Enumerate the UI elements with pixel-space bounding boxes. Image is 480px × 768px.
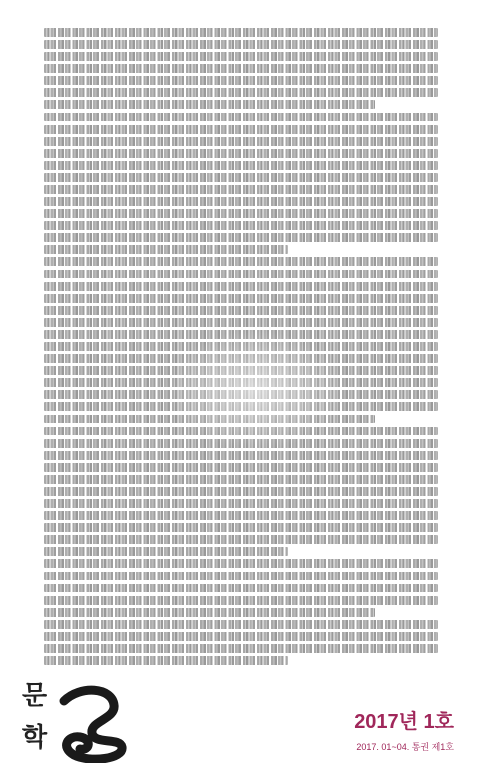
text-line (44, 161, 438, 170)
text-line (44, 632, 438, 641)
faded-region (165, 330, 345, 450)
text-line (44, 318, 438, 327)
text-line (44, 547, 288, 556)
text-line (44, 137, 438, 146)
text-line (44, 233, 438, 242)
text-line (44, 584, 438, 593)
text-line (44, 572, 438, 581)
text-line (44, 64, 438, 73)
text-line (44, 197, 438, 206)
issue-title: 2017년 1호 (354, 711, 454, 733)
text-line (44, 100, 375, 109)
text-line (44, 499, 438, 508)
text-line (44, 475, 438, 484)
text-line (44, 487, 438, 496)
text-line (44, 656, 288, 665)
text-line (44, 257, 438, 266)
text-line (44, 282, 438, 291)
logo-char-2: 학 (22, 723, 48, 753)
text-line (44, 523, 438, 532)
text-line (44, 125, 438, 134)
text-line (44, 209, 438, 218)
text-line (44, 113, 438, 122)
issue-date: 2017. 01~04. 통권 제1호 (356, 742, 454, 752)
text-line (44, 306, 438, 315)
text-line (44, 173, 438, 182)
text-line (44, 608, 375, 617)
text-line (44, 245, 288, 254)
text-line (44, 511, 438, 520)
text-line (44, 221, 438, 230)
swirl-logo-icon (50, 681, 136, 763)
text-line (44, 28, 438, 37)
text-line (44, 620, 438, 629)
text-line (44, 149, 438, 158)
text-line (44, 535, 438, 544)
text-line (44, 559, 438, 568)
magazine-logo (20, 675, 140, 763)
text-line (44, 76, 438, 85)
text-line (44, 596, 438, 605)
text-line (44, 88, 438, 97)
logo-char-1: 문 (22, 681, 48, 711)
text-line (44, 294, 438, 303)
text-line (44, 185, 438, 194)
text-line (44, 644, 438, 653)
text-line (44, 451, 438, 460)
text-line (44, 270, 438, 279)
text-line (44, 40, 438, 49)
text-line (44, 52, 438, 61)
text-line (44, 463, 438, 472)
